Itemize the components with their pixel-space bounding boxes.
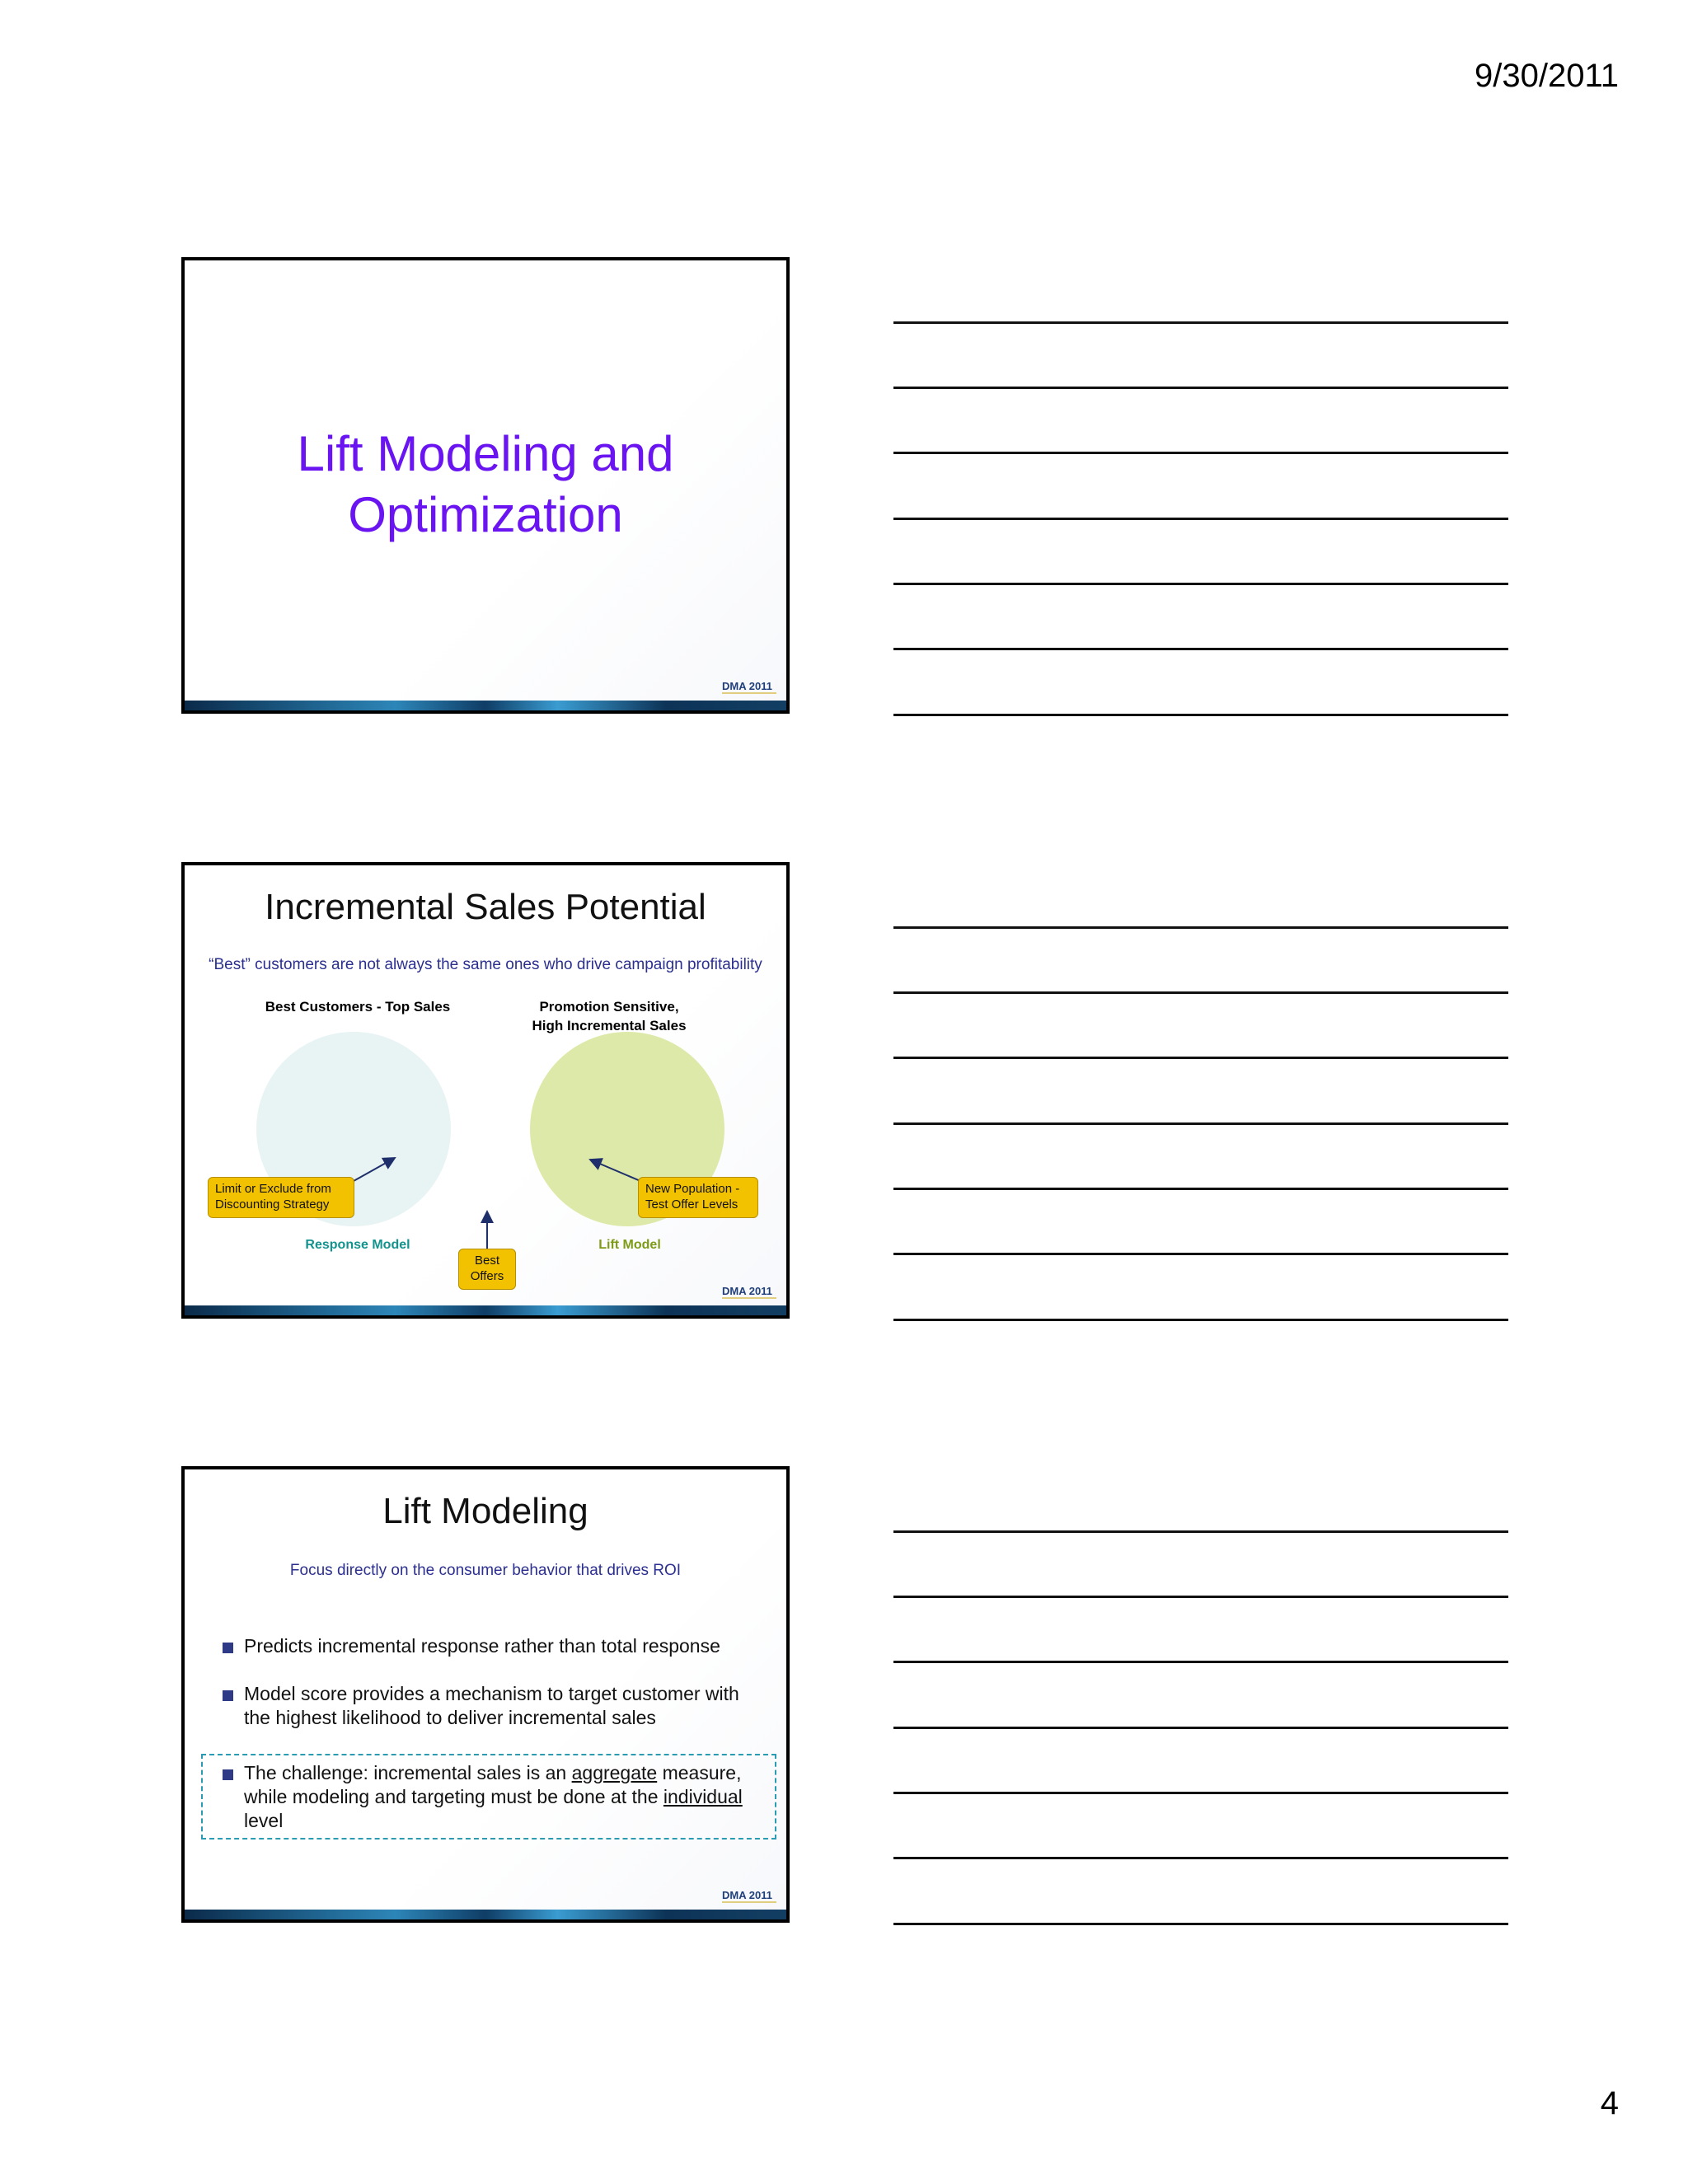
- slide-footer-bar: [185, 1305, 786, 1315]
- slide-2: [181, 862, 790, 1319]
- bullet-text-part: measure, while modeling and targeting must be done at the: [244, 1762, 742, 1807]
- slide-footer-bar: [185, 1910, 786, 1919]
- bullet-text: Predicts incremental response rather than total response: [244, 1635, 720, 1657]
- slide-1-title-line-1: Lift Modeling and: [297, 426, 674, 481]
- notes-line: [893, 518, 1508, 520]
- limit-exclude-callout: Limit or Exclude from Discounting Strategy: [208, 1177, 354, 1218]
- notes-line: [893, 1253, 1508, 1255]
- bullet-text-part: The challenge: incremental sales is an: [244, 1762, 572, 1783]
- lift-model-label: Lift Model: [598, 1238, 661, 1252]
- best-customers-label: Best Customers - Top Sales: [265, 999, 451, 1015]
- slide-3-subtitle: Focus directly on the consumer behavior that drives ROI: [289, 1562, 682, 1579]
- notes-line: [893, 1857, 1508, 1859]
- bullet-item: [219, 1634, 755, 1658]
- bullet-text-part: level: [244, 1810, 284, 1831]
- response-model-label: Response Model: [305, 1238, 410, 1252]
- bullet-square-icon: [223, 1690, 233, 1701]
- bullet-item: [219, 1682, 755, 1730]
- best-offers-callout: Best Offers: [458, 1249, 516, 1290]
- page-date: 9/30/2011: [1475, 58, 1619, 94]
- notes-line: [893, 452, 1508, 454]
- dma-logo-text: DMA 2011: [722, 1889, 772, 1901]
- notes-line: [893, 1727, 1508, 1729]
- dma-logo: [720, 676, 778, 696]
- bullet-item: [219, 1761, 755, 1833]
- dma-logo-text: DMA 2011: [722, 680, 772, 692]
- slide-2-title: Incremental Sales Potential: [265, 887, 706, 927]
- page-number: 4: [1600, 2085, 1619, 2121]
- notes-line: [893, 1319, 1508, 1321]
- slide-1: [181, 257, 790, 714]
- notes-line: [893, 991, 1508, 994]
- notes-line: [893, 1596, 1508, 1598]
- notes-line: [893, 1661, 1508, 1663]
- new-population-callout: New Population - Test Offer Levels: [638, 1177, 758, 1218]
- underlined-word-aggregate: aggregate: [571, 1762, 658, 1783]
- slide-3: [181, 1466, 790, 1923]
- notes-line: [893, 1923, 1508, 1925]
- notes-line: [893, 387, 1508, 389]
- dma-logo: [720, 1281, 778, 1301]
- dma-logo-text: DMA 2011: [722, 1285, 772, 1297]
- notes-line: [893, 1057, 1508, 1059]
- underlined-word-individual: individual: [663, 1786, 743, 1807]
- notes-line: [893, 583, 1508, 585]
- notes-line: [893, 321, 1508, 324]
- notes-line: [893, 1188, 1508, 1190]
- bullet-square-icon: [223, 1769, 233, 1780]
- slide-footer-bar: [185, 701, 786, 710]
- slide-1-title: [185, 424, 786, 546]
- dma-logo: [720, 1885, 778, 1905]
- notes-line: [893, 714, 1508, 716]
- bullet-square-icon: [223, 1643, 233, 1653]
- notes-line: [893, 1792, 1508, 1794]
- promotion-sensitive-label: Promotion Sensitive, High Incremental Sales: [532, 999, 687, 1033]
- notes-line: [893, 1122, 1508, 1125]
- slide-1-title-line-2: Optimization: [348, 487, 623, 542]
- slide-2-subtitle: “Best” customers are not always the same ones who drive campaign profitability: [209, 956, 762, 973]
- slide-3-title: Lift Modeling: [382, 1491, 588, 1531]
- notes-line: [893, 926, 1508, 929]
- notes-line: [893, 1530, 1508, 1533]
- notes-line: [893, 648, 1508, 650]
- bullet-text: Model score provides a mechanism to target customer with the highest likelihood to deliver incremental sales: [244, 1683, 739, 1728]
